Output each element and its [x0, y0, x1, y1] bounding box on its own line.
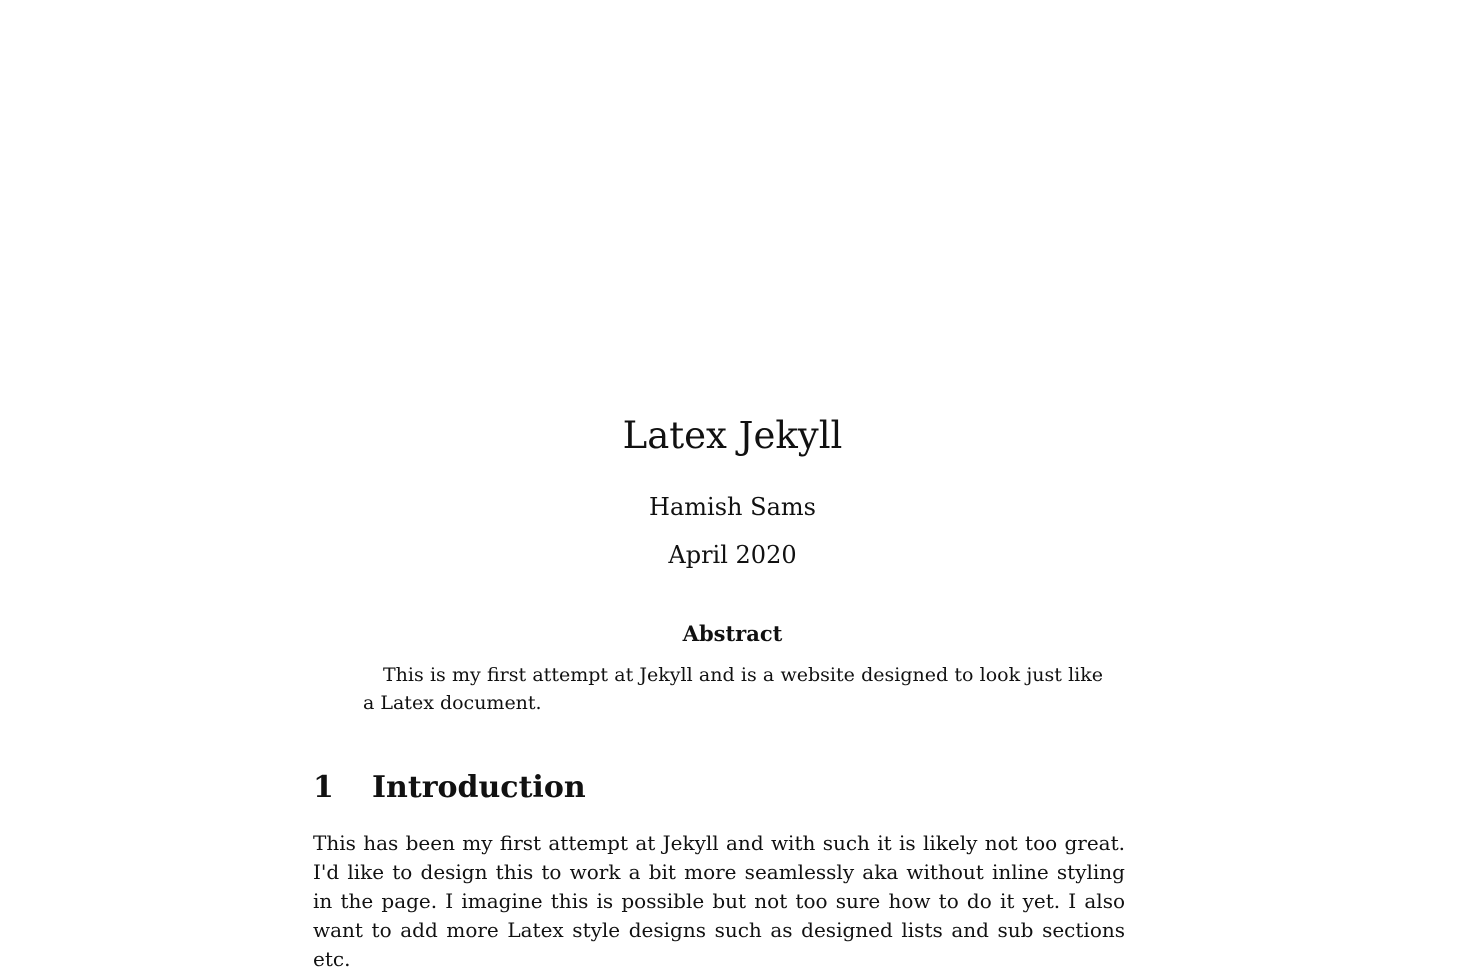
document-author: Hamish Sams: [649, 493, 816, 521]
document-date: April 2020: [668, 541, 797, 569]
section-title: Introduction: [372, 770, 586, 805]
document-title: Latex Jekyll: [622, 414, 843, 457]
section-heading-introduction: [313, 768, 586, 808]
section-body-introduction: This has been my first attempt at Jekyll and with such it is likely not too great. I'd like to design this to work a bit more seamlessly aka without inline styling in the page. I imagine this is possible but not too sure how to do it yet. I also want to add more Latex style designs such as designed lists and sub sections etc.: [313, 831, 1125, 971]
abstract-text: This is my first attempt at Jekyll and is a website designed to look just like a Latex document.: [363, 664, 1103, 714]
section-number: 1: [313, 770, 334, 805]
abstract-heading: Abstract: [682, 621, 783, 646]
